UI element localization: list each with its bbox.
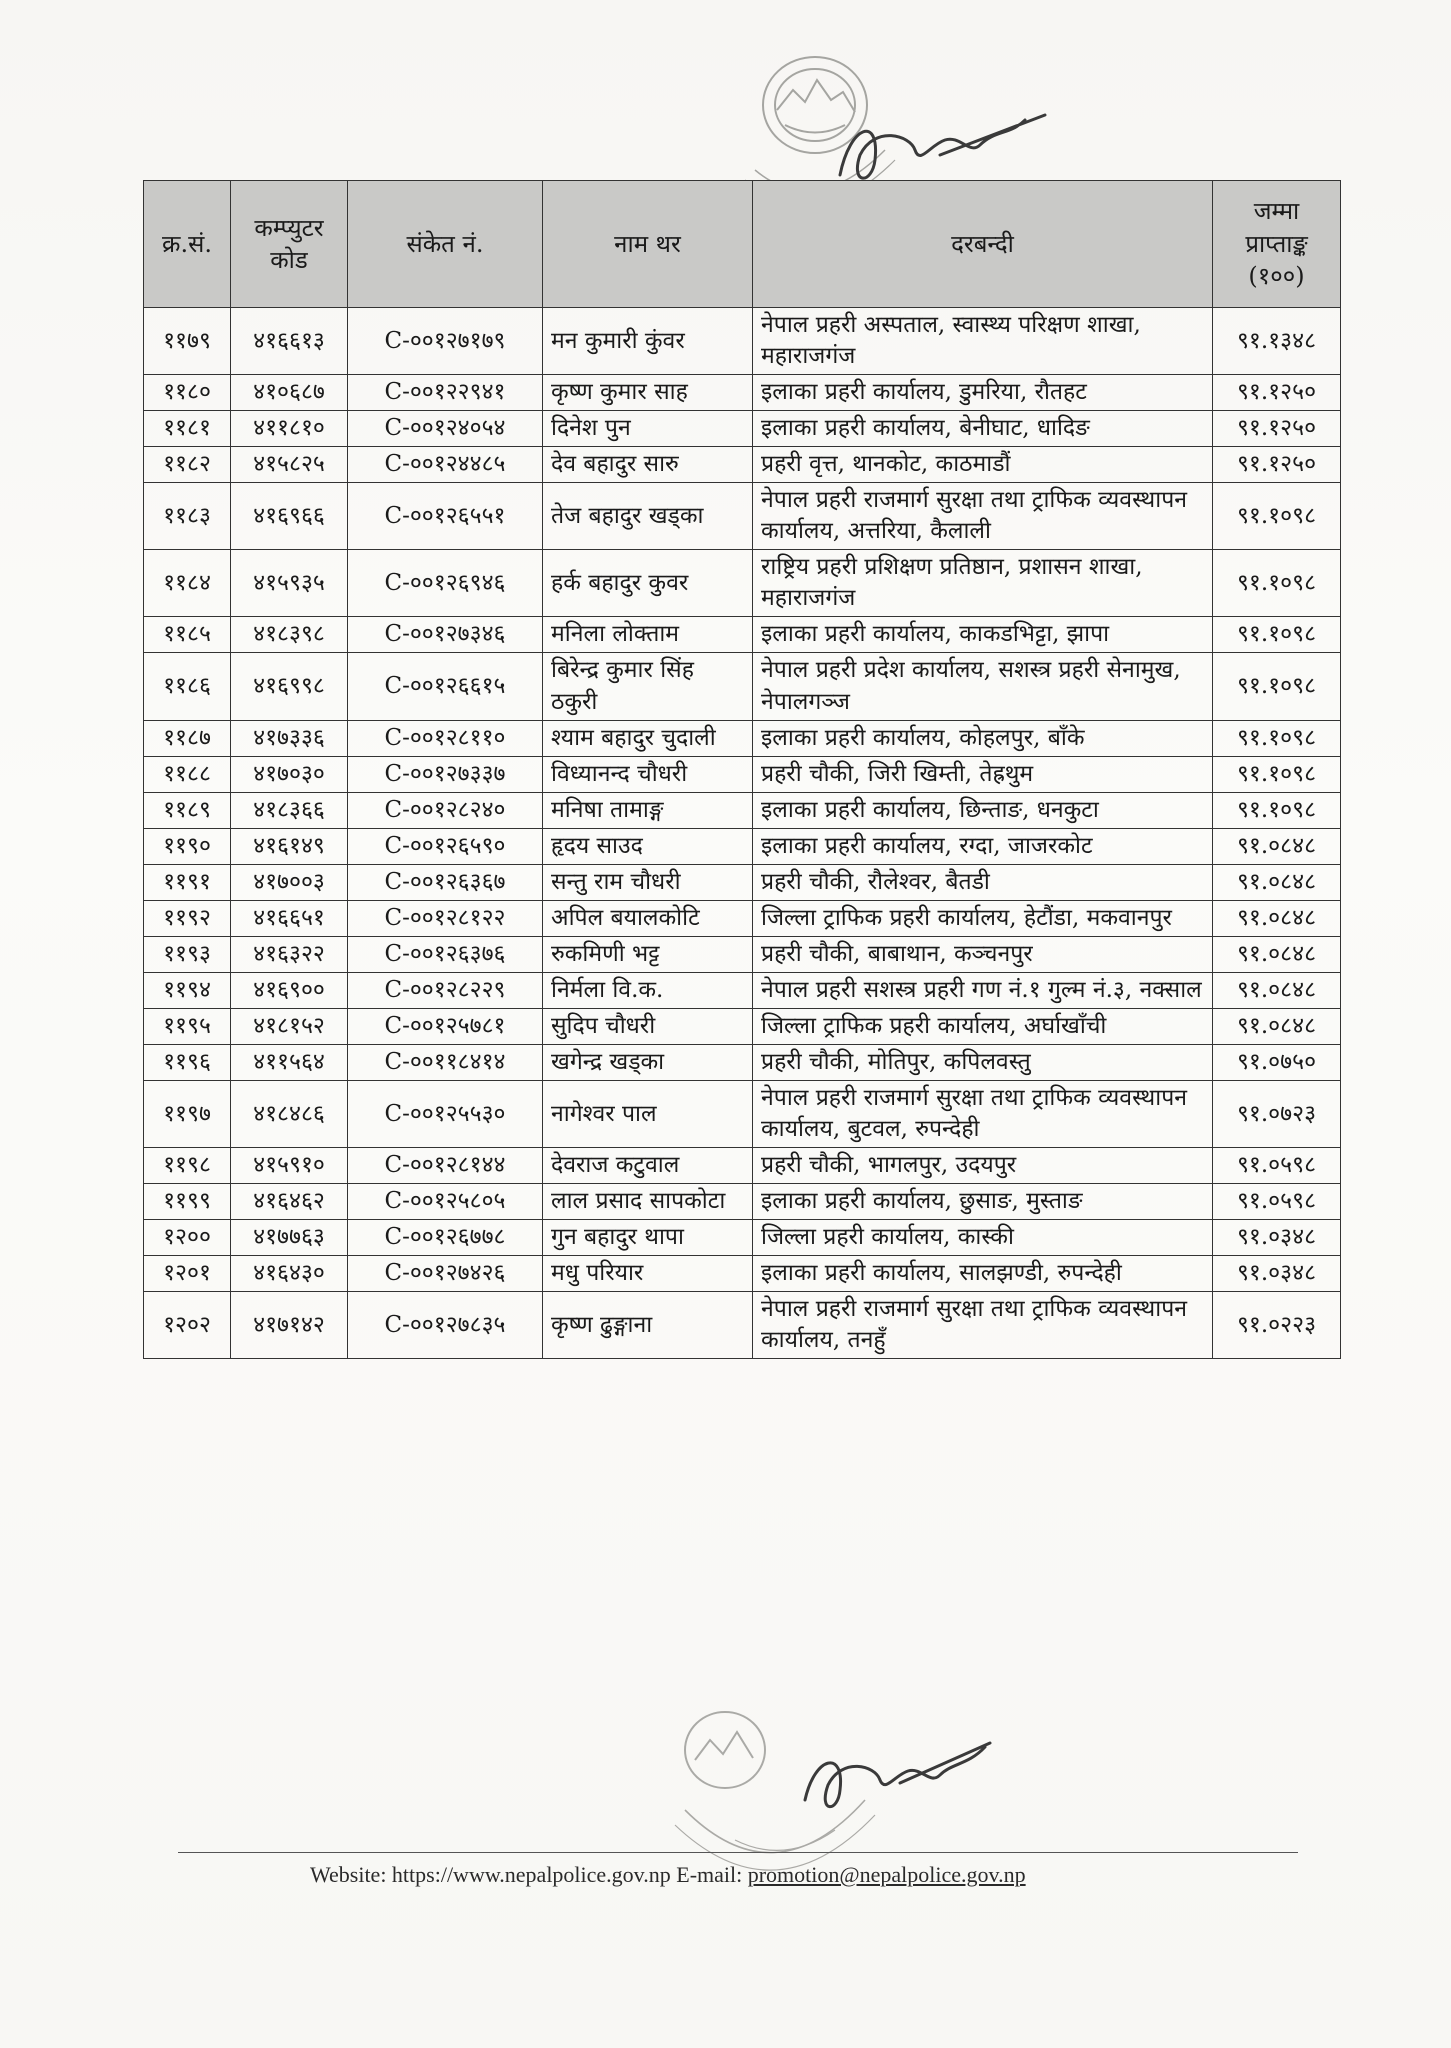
table-row (144, 1256, 1341, 1292)
cell-computer-code: ४१६१४९ (231, 828, 348, 864)
cell-post: नेपाल प्रहरी अस्पताल, स्वास्थ्य परिक्षण शाखा, महाराजगंज (753, 308, 1213, 375)
cell-post: राष्ट्रिय प्रहरी प्रशिक्षण प्रतिष्ठान, प्रशासन शाखा, महाराजगंज (753, 550, 1213, 617)
cell-name: सन्तु राम चौधरी (543, 864, 753, 900)
table-row (144, 756, 1341, 792)
cell-total-score: ९१.१२५० (1213, 375, 1341, 411)
cell-post: प्रहरी वृत्त, थानकोट, काठमाडौं (753, 447, 1213, 483)
cell-serial: ११८१ (144, 411, 231, 447)
cell-computer-code: ४१६९६६ (231, 483, 348, 550)
cell-serial: ११९७ (144, 1081, 231, 1148)
cell-computer-code: ४११८१० (231, 411, 348, 447)
table-row (144, 483, 1341, 550)
cell-post: इलाका प्रहरी कार्यालय, रग्दा, जाजरकोट (753, 828, 1213, 864)
table-row (144, 972, 1341, 1008)
cell-serial: ११९८ (144, 1148, 231, 1184)
cell-computer-code: ४१७७६३ (231, 1220, 348, 1256)
cell-name: हृदय साउद (543, 828, 753, 864)
table-row (144, 1292, 1341, 1359)
table-header-row (144, 181, 1341, 308)
cell-post: इलाका प्रहरी कार्यालय, छुसाङ, मुस्ताङ (753, 1184, 1213, 1220)
header-symbol-number: संकेत नं. (348, 181, 543, 308)
cell-computer-code: ४१६९०० (231, 972, 348, 1008)
cell-symbol-number: C-००१२४०५४ (348, 411, 543, 447)
cell-computer-code: ४१६६१३ (231, 308, 348, 375)
cell-symbol-number: C-००१२६३६७ (348, 864, 543, 900)
cell-symbol-number: C-००१२६५९० (348, 828, 543, 864)
cell-symbol-number: C-००१२८१२२ (348, 900, 543, 936)
cell-total-score: ९१.१०९८ (1213, 653, 1341, 720)
cell-computer-code: ४१५९३५ (231, 550, 348, 617)
cell-serial: ११९५ (144, 1008, 231, 1044)
table-row (144, 900, 1341, 936)
header-total-score: जम्मा प्राप्ताङ्क (१००) (1213, 181, 1341, 308)
cell-serial: ११९४ (144, 972, 231, 1008)
table-row (144, 375, 1341, 411)
footer-email-link[interactable]: promotion@nepalpolice.gov.np (747, 1862, 1026, 1887)
cell-symbol-number: C-००१२७४२६ (348, 1256, 543, 1292)
table-row (144, 1044, 1341, 1080)
table-row (144, 720, 1341, 756)
cell-computer-code: ४१७३३६ (231, 720, 348, 756)
cell-post: प्रहरी चौकी, मोतिपुर, कपिलवस्तु (753, 1044, 1213, 1080)
cell-post: प्रहरी चौकी, रौलेश्वर, बैतडी (753, 864, 1213, 900)
cell-name: खगेन्द्र खड्का (543, 1044, 753, 1080)
cell-symbol-number: C-००१२६९४६ (348, 550, 543, 617)
cell-serial: ११८६ (144, 653, 231, 720)
header-computer-code: कम्प्युटर कोड (231, 181, 348, 308)
cell-total-score: ९१.०८४८ (1213, 972, 1341, 1008)
cell-name: तेज बहादुर खड्का (543, 483, 753, 550)
cell-name: मनिषा तामाङ्ग (543, 792, 753, 828)
cell-total-score: ९१.०३४८ (1213, 1220, 1341, 1256)
cell-name: देवराज कटुवाल (543, 1148, 753, 1184)
cell-total-score: ९१.०८४८ (1213, 1008, 1341, 1044)
cell-symbol-number: C-००१२२९४१ (348, 375, 543, 411)
cell-total-score: ९१.१३४८ (1213, 308, 1341, 375)
cell-serial: ११८५ (144, 617, 231, 653)
cell-post: इलाका प्रहरी कार्यालय, कोहलपुर, बाँके (753, 720, 1213, 756)
cell-post: इलाका प्रहरी कार्यालय, सालझण्डी, रुपन्देही (753, 1256, 1213, 1292)
cell-computer-code: ४१८१५२ (231, 1008, 348, 1044)
cell-name: नागेश्वर पाल (543, 1081, 753, 1148)
cell-computer-code: ४१५८२५ (231, 447, 348, 483)
cell-symbol-number: C-००११८४१४ (348, 1044, 543, 1080)
cell-name: हर्क बहादुर कुवर (543, 550, 753, 617)
table-row (144, 792, 1341, 828)
cell-post: जिल्ला ट्राफिक प्रहरी कार्यालय, अर्घाखाँची (753, 1008, 1213, 1044)
cell-serial: ११८३ (144, 483, 231, 550)
cell-name: रुकमिणी भट्ट (543, 936, 753, 972)
cell-name: श्याम बहादुर चुदाली (543, 720, 753, 756)
cell-computer-code: ४१६४३० (231, 1256, 348, 1292)
cell-total-score: ९१.१०९८ (1213, 550, 1341, 617)
cell-serial: ११८० (144, 375, 231, 411)
cell-serial: ११८४ (144, 550, 231, 617)
cell-computer-code: ४१६३२२ (231, 936, 348, 972)
table-body (144, 308, 1341, 1359)
cell-post: नेपाल प्रहरी प्रदेश कार्यालय, सशस्त्र प्रहरी सेनामुख, नेपालगञ्ज (753, 653, 1213, 720)
cell-serial: ११९३ (144, 936, 231, 972)
cell-serial: ११९० (144, 828, 231, 864)
cell-total-score: ९१.०८४८ (1213, 828, 1341, 864)
cell-serial: १२०२ (144, 1292, 231, 1359)
cell-symbol-number: C-००१२७१७९ (348, 308, 543, 375)
footer-contact (310, 1862, 1026, 1888)
cell-name: बिरेन्द्र कुमार सिंह ठकुरी (543, 653, 753, 720)
table-row (144, 1220, 1341, 1256)
cell-computer-code: ४१६४६२ (231, 1184, 348, 1220)
table-row (144, 1081, 1341, 1148)
cell-serial: ११८८ (144, 756, 231, 792)
cell-total-score: ९१.१२५० (1213, 447, 1341, 483)
cell-name: विध्यानन्द चौधरी (543, 756, 753, 792)
cell-total-score: ९१.०७५० (1213, 1044, 1341, 1080)
header-serial: क्र.सं. (144, 181, 231, 308)
cell-serial: ११९९ (144, 1184, 231, 1220)
signature-bottom (790, 1735, 1000, 1830)
merit-list-table (143, 180, 1341, 1359)
cell-total-score: ९१.१०९८ (1213, 617, 1341, 653)
cell-post: जिल्ला ट्राफिक प्रहरी कार्यालय, हेटौंडा, मकवानपुर (753, 900, 1213, 936)
cell-serial: ११९२ (144, 900, 231, 936)
cell-total-score: ९१.०२२३ (1213, 1292, 1341, 1359)
table-row (144, 447, 1341, 483)
cell-computer-code: ४१०६८७ (231, 375, 348, 411)
cell-total-score: ९१.१०९८ (1213, 792, 1341, 828)
cell-computer-code: ४१६९९८ (231, 653, 348, 720)
cell-post: प्रहरी चौकी, बाबाथान, कञ्चनपुर (753, 936, 1213, 972)
cell-total-score: ९१.१०९८ (1213, 756, 1341, 792)
cell-name: गुन बहादुर थापा (543, 1220, 753, 1256)
table-row (144, 1184, 1341, 1220)
cell-serial: ११९६ (144, 1044, 231, 1080)
cell-name: मधु परियार (543, 1256, 753, 1292)
cell-total-score: ९१.०७२३ (1213, 1081, 1341, 1148)
table-row (144, 653, 1341, 720)
cell-post: इलाका प्रहरी कार्यालय, डुमरिया, रौतहट (753, 375, 1213, 411)
cell-computer-code: ४१७१४२ (231, 1292, 348, 1359)
cell-post: जिल्ला प्रहरी कार्यालय, कास्की (753, 1220, 1213, 1256)
cell-symbol-number: C-००१२५८०५ (348, 1184, 543, 1220)
cell-symbol-number: C-००१२५७८१ (348, 1008, 543, 1044)
cell-post: नेपाल प्रहरी सशस्त्र प्रहरी गण नं.१ गुल्म नं.३, नक्साल (753, 972, 1213, 1008)
cell-name: निर्मला वि.क. (543, 972, 753, 1008)
table-row (144, 1008, 1341, 1044)
table-row (144, 864, 1341, 900)
cell-symbol-number: C-००१२६३७६ (348, 936, 543, 972)
footer-website-text: Website: https://www.nepalpolice.gov.np E-mail: (310, 1862, 748, 1887)
cell-post: नेपाल प्रहरी राजमार्ग सुरक्षा तथा ट्राफिक व्यवस्थापन कार्यालय, अत्तरिया, कैलाली (753, 483, 1213, 550)
cell-computer-code: ४१७०३० (231, 756, 348, 792)
cell-post: इलाका प्रहरी कार्यालय, छिन्ताङ, धनकुटा (753, 792, 1213, 828)
cell-post: इलाका प्रहरी कार्यालय, बेनीघाट, धादिङ (753, 411, 1213, 447)
cell-computer-code: ४११५६४ (231, 1044, 348, 1080)
cell-name: कृष्ण ढुङ्गाना (543, 1292, 753, 1359)
cell-serial: ११८९ (144, 792, 231, 828)
cell-post: नेपाल प्रहरी राजमार्ग सुरक्षा तथा ट्राफिक व्यवस्थापन कार्यालय, बुटवल, रुपन्देही (753, 1081, 1213, 1148)
cell-symbol-number: C-००१२६५५१ (348, 483, 543, 550)
cell-symbol-number: C-००१२८२२९ (348, 972, 543, 1008)
cell-serial: ११८७ (144, 720, 231, 756)
cell-symbol-number: C-००१२७३४६ (348, 617, 543, 653)
table-row (144, 411, 1341, 447)
cell-name: लाल प्रसाद सापकोटा (543, 1184, 753, 1220)
cell-name: कृष्ण कुमार साह (543, 375, 753, 411)
cell-total-score: ९१.०८४८ (1213, 936, 1341, 972)
cell-total-score: ९१.०५९८ (1213, 1148, 1341, 1184)
cell-total-score: ९१.१०९८ (1213, 483, 1341, 550)
cell-name: मन कुमारी कुंवर (543, 308, 753, 375)
cell-post: नेपाल प्रहरी राजमार्ग सुरक्षा तथा ट्राफिक व्यवस्थापन कार्यालय, तनहुँ (753, 1292, 1213, 1359)
cell-symbol-number: C-००१२५५३० (348, 1081, 543, 1148)
cell-computer-code: ४१८३६६ (231, 792, 348, 828)
cell-name: देव बहादुर सारु (543, 447, 753, 483)
cell-computer-code: ४१८४८६ (231, 1081, 348, 1148)
cell-symbol-number: C-००१२४४८५ (348, 447, 543, 483)
cell-symbol-number: C-००१२८२४० (348, 792, 543, 828)
cell-total-score: ९१.०५९८ (1213, 1184, 1341, 1220)
cell-name: अपिल बयालकोटि (543, 900, 753, 936)
table-row (144, 828, 1341, 864)
cell-serial: ११९१ (144, 864, 231, 900)
cell-symbol-number: C-००१२८१४४ (348, 1148, 543, 1184)
cell-post: प्रहरी चौकी, भागलपुर, उदयपुर (753, 1148, 1213, 1184)
cell-total-score: ९१.१०९८ (1213, 720, 1341, 756)
cell-symbol-number: C-००१२७८३५ (348, 1292, 543, 1359)
cell-total-score: ९१.१२५० (1213, 411, 1341, 447)
cell-name: दिनेश पुन (543, 411, 753, 447)
cell-symbol-number: C-००१२८११० (348, 720, 543, 756)
table-row (144, 1148, 1341, 1184)
cell-symbol-number: C-००१२६७७८ (348, 1220, 543, 1256)
cell-computer-code: ४१६६५१ (231, 900, 348, 936)
cell-total-score: ९१.०८४८ (1213, 864, 1341, 900)
header-post: दरबन्दी (753, 181, 1213, 308)
cell-serial: १२०० (144, 1220, 231, 1256)
table-row (144, 617, 1341, 653)
cell-computer-code: ४१८३९८ (231, 617, 348, 653)
cell-serial: १२०१ (144, 1256, 231, 1292)
cell-serial: ११८२ (144, 447, 231, 483)
cell-post: इलाका प्रहरी कार्यालय, काकडभिट्टा, झापा (753, 617, 1213, 653)
table-row (144, 308, 1341, 375)
table-row (144, 936, 1341, 972)
table-row (144, 550, 1341, 617)
cell-name: मनिला लोक्ताम (543, 617, 753, 653)
cell-symbol-number: C-००१२७३३७ (348, 756, 543, 792)
cell-serial: ११७९ (144, 308, 231, 375)
cell-post: प्रहरी चौकी, जिरी खिम्ती, तेह्रथुम (753, 756, 1213, 792)
header-name: नाम थर (543, 181, 753, 308)
cell-computer-code: ४१७००३ (231, 864, 348, 900)
footer-divider (178, 1852, 1298, 1853)
cell-total-score: ९१.०३४८ (1213, 1256, 1341, 1292)
cell-symbol-number: C-००१२६६१५ (348, 653, 543, 720)
cell-total-score: ९१.०८४८ (1213, 900, 1341, 936)
cell-name: सुदिप चौधरी (543, 1008, 753, 1044)
cell-computer-code: ४१५९१० (231, 1148, 348, 1184)
